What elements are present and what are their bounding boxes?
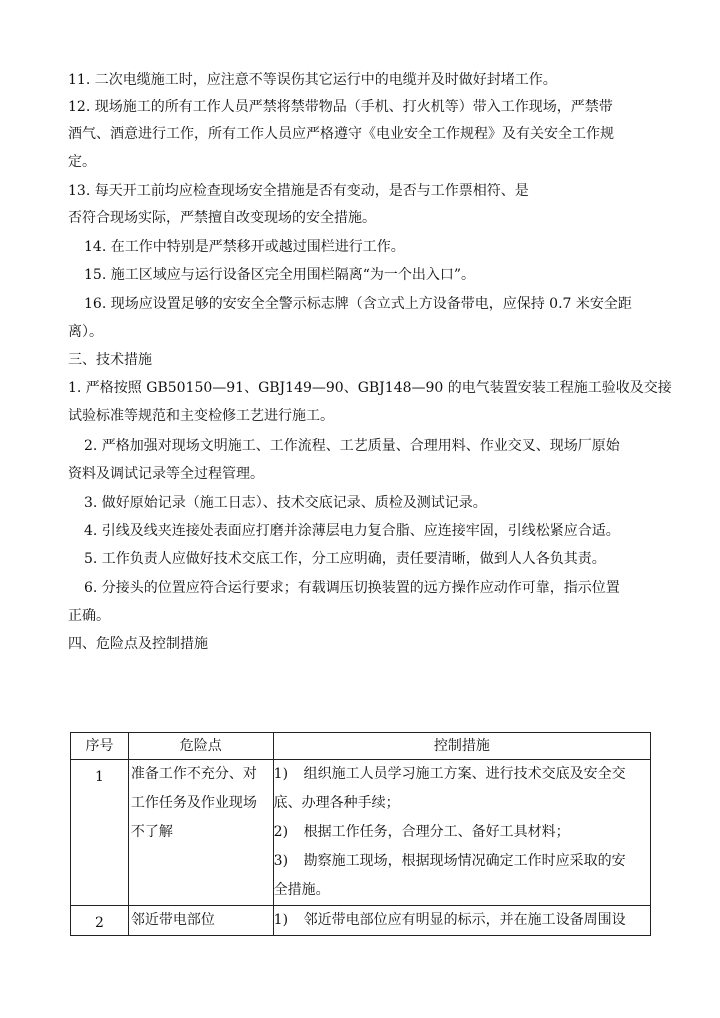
risk-line: 准备工作不充分、对 [130, 766, 257, 782]
measure-text: 邻近带电部位应有明显的标示，并在施工设备周围设 [303, 912, 626, 928]
measure-cell [273, 760, 650, 906]
measure-line [274, 876, 650, 905]
measure-number: 2) [273, 824, 289, 840]
measure-line [274, 818, 650, 847]
table-header-row [71, 733, 651, 760]
tech-item-5: 5. 工作负责人应做好技术交底工作，分工应明确，责任要清晰，做到人人各负其责。 [84, 551, 606, 567]
header-risk: 危险点 [128, 733, 273, 760]
item-14: 14. 在工作中特别是严禁移开或越过围栏进行工作。 [84, 239, 405, 255]
measure-number: 1) [273, 766, 289, 782]
measure-line [274, 789, 650, 818]
tech-item-1: 1. 严格按照 GB50150—91、GBJ149—90、GBJ148—90 的电气装置安装工程施工验收及交接 [68, 380, 672, 396]
risk-control-table [70, 732, 651, 936]
section-heading-4: 四、危险点及控制措施 [68, 636, 208, 652]
tech-item-3: 3. 做好原始记录（施工日志）、技术交底记录、质检及测试记录。 [84, 495, 487, 511]
measure-line [274, 760, 650, 789]
measure-line [274, 847, 650, 876]
section-heading-3: 三、技术措施 [68, 352, 152, 368]
item-13: 13. 每天开工前均应检查现场安全措施是否有变动，是否与工作票相符、是 [68, 183, 529, 199]
measure-text: 底、办理各种手续； [273, 795, 400, 811]
row-no: 1 [71, 760, 129, 906]
table-row [71, 760, 651, 906]
tech-item-2-cont: 资料及调试记录等全过程管理。 [68, 466, 264, 482]
tech-item-2: 2. 严格加强对现场文明施工、工作流程、工艺质量、合理用料、作业交叉、现场厂原始 [84, 438, 620, 454]
measure-text: 组织施工人员学习施工方案、进行技术交底及安全交 [303, 766, 626, 782]
risk-line: 不了解 [130, 824, 173, 840]
item-11: 11. 二次电缆施工时，应注意不等误伤其它运行中的电缆并及时做好封堵工作。 [68, 72, 557, 88]
item-13-cont: 否符合现场实际，严禁擅自改变现场的安全措施。 [68, 210, 376, 226]
item-12-cont: 酒气、酒意进行工作，所有工作人员应严格遵守《电业安全工作规程》及有关安全工作规 [68, 126, 614, 142]
tech-item-6-end: 正确。 [68, 608, 110, 624]
item-12: 12. 现场施工的所有工作人员严禁将禁带物品（手机、打火机等）带入工作现场，严禁带 [68, 99, 613, 115]
tech-item-6: 6. 分接头的位置应符合运行要求；有载调压切换装置的远方操作应动作可靠，指示位置 [84, 580, 620, 596]
tech-item-4: 4. 引线及线夹连接处表面应打磨并涂薄层电力复合脂、应连接牢固，引线松紧应合适。 [84, 523, 620, 539]
row-no: 2 [71, 906, 129, 936]
tech-item-1-cont: 试验标准等规范和主变检修工艺进行施工。 [68, 408, 334, 424]
measure-number: 3) [273, 853, 289, 869]
header-measure: 控制措施 [273, 733, 650, 760]
item-12-end: 定。 [68, 154, 96, 170]
item-16-end: 离）。 [68, 324, 103, 340]
risk-line: 工作任务及作业现场 [130, 795, 257, 811]
measure-cell [273, 906, 650, 936]
risk-cell [128, 760, 273, 906]
measure-line [274, 906, 650, 935]
risk-line: 邻近带电部位 [130, 912, 215, 928]
item-16: 16. 现场应设置足够的安安全全警示标志牌（含立式上方设备带电，应保持 0.7 米安全距 [84, 296, 632, 312]
measure-number: 1) [273, 912, 289, 928]
measure-text: 全措施。 [273, 882, 330, 898]
measure-text: 根据工作任务，合理分工、备好工具材料； [303, 824, 570, 840]
item-15: 15. 施工区域应与运行设备区完全用围栏隔离“为一个出入口”。 [84, 267, 476, 283]
measure-text: 勘察施工现场，根据现场情况确定工作时应采取的安 [303, 853, 626, 869]
table-row [71, 906, 651, 936]
risk-cell [128, 906, 273, 936]
header-no: 序号 [71, 733, 129, 760]
